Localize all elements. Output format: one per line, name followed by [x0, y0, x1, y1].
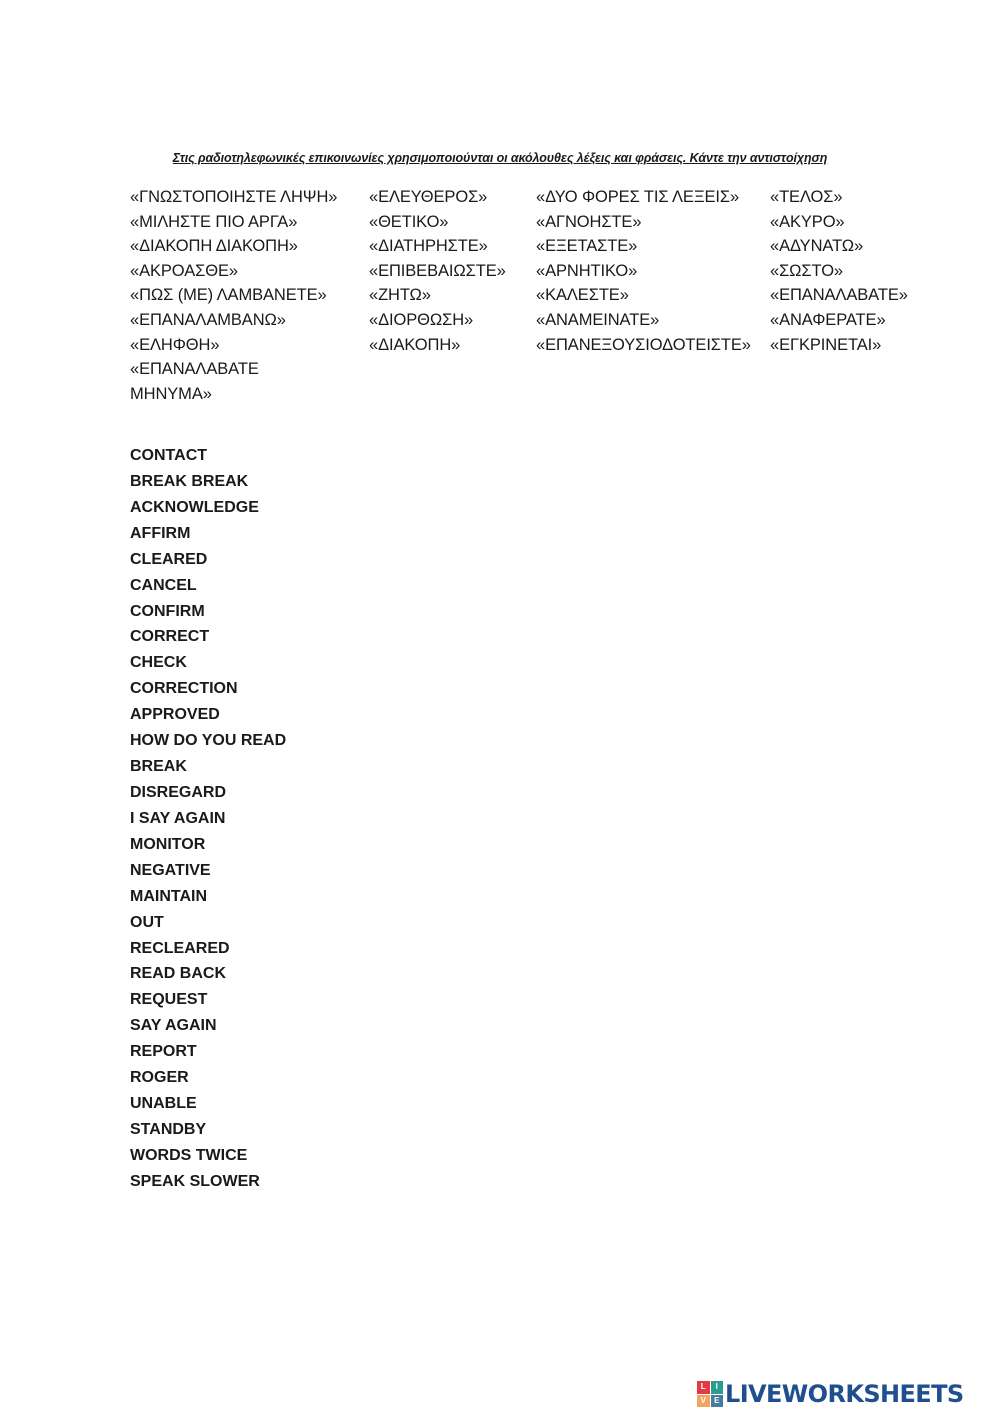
greek-column-3	[536, 185, 751, 357]
english-term: CHECK	[130, 654, 187, 672]
greek-phrase: «ΑΝΑΦΕΡΑΤΕ»	[770, 310, 886, 329]
greek-phrase: «ΑΚΡΟΑΣΘΕ»	[130, 261, 238, 280]
english-term: REPORT	[130, 1043, 197, 1061]
greek-phrase: «ΕΛΕΥΘΕΡΟΣ»	[369, 188, 488, 206]
greek-phrase: «ΘΕΤΙΚΟ»	[369, 212, 449, 231]
greek-phrase: «ΕΠΑΝΑΛΑΜΒΑΝΩ»	[130, 310, 286, 329]
greek-phrase: «ΣΩΣΤΟ»	[770, 261, 844, 280]
english-term: SAY AGAIN	[130, 1017, 217, 1035]
english-term: BREAK BREAK	[130, 472, 249, 490]
greek-column-4	[770, 185, 908, 357]
english-term: I SAY AGAIN	[130, 809, 226, 827]
english-term: CANCEL	[130, 576, 197, 594]
greek-phrase: «ΜΙΛΗΣΤΕ ΠΙΟ ΑΡΓΑ»	[130, 212, 298, 231]
greek-column-2	[369, 185, 506, 357]
english-term: DISREGARD	[130, 783, 227, 801]
english-term: AFFIRM	[130, 524, 191, 542]
greek-phrase: «ΓΝΩΣΤΟΠΟΙΗΣΤΕ ΛΗΨΗ»	[130, 188, 338, 206]
english-term: RECLEARED	[130, 939, 230, 957]
logo-tile: E	[711, 1395, 724, 1408]
greek-phrase: «ΠΩΣ (ΜΕ) ΛΑΜΒΑΝΕΤΕ»	[130, 286, 327, 305]
greek-phrase: «ΕΞΕΤΑΣΤΕ»	[536, 237, 638, 256]
greek-phrase: «ΑΓΝΟΗΣΤΕ»	[536, 212, 642, 231]
greek-phrase: «ΔΙΟΡΘΩΣΗ»	[369, 310, 474, 329]
logo-tile: L	[697, 1381, 710, 1394]
english-term: ROGER	[130, 1069, 189, 1087]
greek-phrase: «ΕΠΑΝΑΛΑΒΑΤΕ ΜΗΝΥΜΑ»	[130, 360, 259, 403]
greek-phrase: «ΑΡΝΗΤΙΚΟ»	[536, 261, 638, 280]
english-term: ACKNOWLEDGE	[130, 498, 259, 516]
greek-column-1	[130, 185, 337, 406]
instruction-text: Στις ραδιοτηλεφωνικές επικοινωνίες χρησιμοποιούνται οι ακόλουθες λέξεις και φράσεις. Κάντε την αντιστοίχηση	[172, 151, 828, 165]
english-term: APPROVED	[130, 706, 220, 724]
english-term: MAINTAIN	[130, 887, 208, 905]
english-term: STANDBY	[130, 1120, 207, 1138]
greek-phrase: «ΕΠΙΒΕΒΑΙΩΣΤΕ»	[369, 261, 506, 280]
english-term: CORRECT	[130, 628, 210, 646]
greek-phrase: «ΑΝΑΜΕΙΝΑΤΕ»	[536, 310, 660, 329]
logo-tile: V	[697, 1395, 710, 1408]
greek-phrase: «ΕΛΗΦΘΗ»	[130, 335, 220, 354]
liveworksheets-brand	[697, 1379, 964, 1409]
greek-phrase: «ΤΕΛΟΣ»	[770, 188, 843, 206]
greek-phrase: «ΖΗΤΩ»	[369, 286, 431, 305]
greek-phrase: «ΕΠΑΝΑΛΑΒΑΤΕ»	[770, 286, 908, 305]
greek-phrase: «ΔΙΑΚΟΠΗ»	[369, 335, 461, 354]
english-term: READ BACK	[130, 965, 226, 983]
english-term: UNABLE	[130, 1095, 197, 1113]
english-term: BREAK	[130, 758, 187, 776]
english-term: MONITOR	[130, 835, 206, 853]
greek-phrase: «ΔΙΑΚΟΠΗ ΔΙΑΚΟΠΗ»	[130, 237, 298, 256]
greek-phrase: «ΔΙΑΤΗΡΗΣΤΕ»	[369, 237, 488, 256]
greek-phrase: «ΚΑΛΕΣΤΕ»	[536, 286, 629, 305]
english-term-list	[130, 443, 286, 1195]
english-term: CONFIRM	[130, 602, 205, 620]
english-term: CONTACT	[130, 447, 208, 464]
liveworksheets-logo-icon	[697, 1381, 723, 1407]
english-term: CLEARED	[130, 550, 208, 568]
brand-name: LIVEWORKSHEETS	[725, 1380, 964, 1408]
greek-phrase: «ΕΓΚΡΙΝΕΤΑΙ»	[770, 335, 882, 354]
greek-phrase: «ΕΠΑΝΕΞΟΥΣΙΟΔΟΤΕΙΣΤΕ»	[536, 335, 751, 354]
english-term: REQUEST	[130, 991, 208, 1009]
english-term: SPEAK SLOWER	[130, 1172, 260, 1190]
greek-phrase: «ΑΚΥΡΟ»	[770, 212, 845, 231]
logo-tile: I	[711, 1381, 724, 1394]
english-term: CORRECTION	[130, 680, 238, 698]
english-term: HOW DO YOU READ	[130, 732, 287, 750]
english-term: OUT	[130, 913, 164, 931]
greek-phrase: «ΑΔΥΝΑΤΩ»	[770, 237, 864, 256]
greek-phrase: «ΔΥΟ ΦΟΡΕΣ ΤΙΣ ΛΕΞΕΙΣ»	[536, 188, 740, 206]
english-term: WORDS TWICE	[130, 1146, 248, 1164]
english-term: NEGATIVE	[130, 861, 211, 879]
